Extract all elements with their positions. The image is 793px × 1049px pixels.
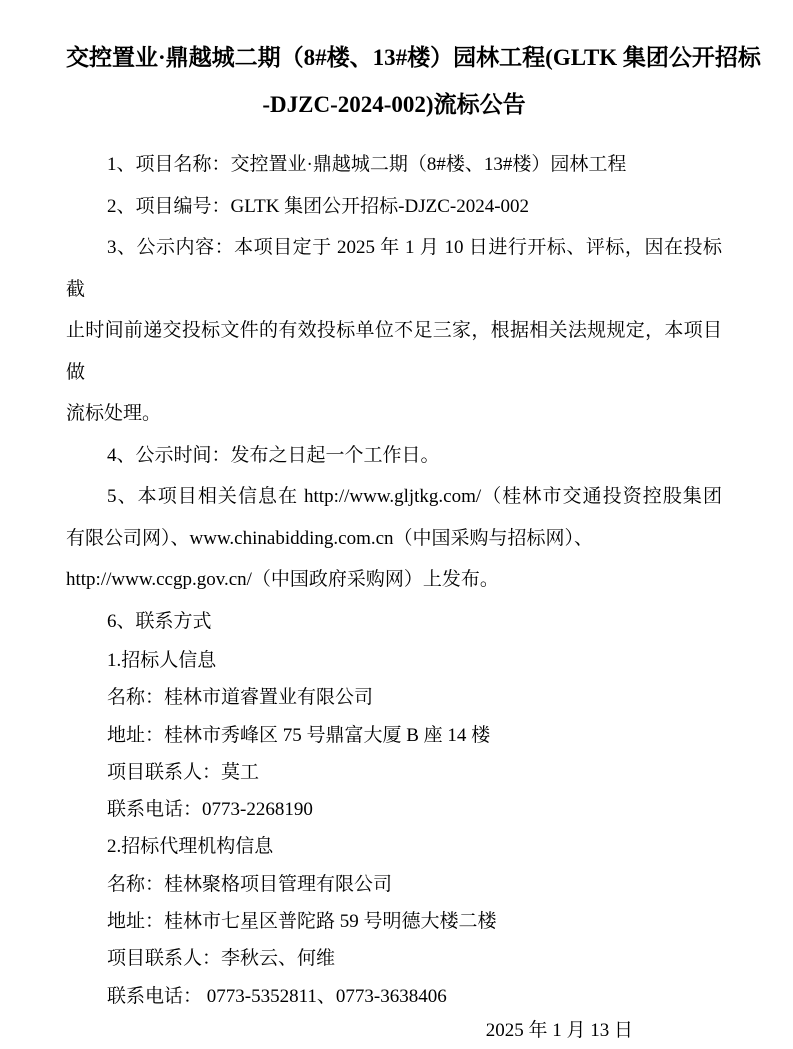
title-line-1: 交控置业·鼎越城二期（8#楼、13#楼）园林工程(GLTK 集团公开招标 — [66, 45, 761, 70]
body-line: 2、项目编号：GLTK 集团公开招标-DJZC-2024-002 — [107, 195, 530, 217]
body-line: 止时间前递交投标文件的有效投标单位不足三家，根据相关法规规定，本项目做 — [66, 320, 722, 383]
body-line: 4、公示时间：发布之日起一个工作日。 — [107, 444, 440, 466]
body-line: 地址：桂林市秀峰区 75 号鼎富大厦 B 座 14 楼 — [107, 724, 491, 746]
body-line: 5、本项目相关信息在 http://www.gljtkg.com/（桂林市交通投资控股集团 — [107, 486, 722, 507]
body-line: 6、联系方式 — [107, 610, 212, 632]
body-line: 3、公示内容：本项目定于 2025 年 1 月 10 日进行开标、评标，因在投标截 — [66, 237, 722, 300]
announcement-date: 2025 年 1 月 13 日 — [485, 1019, 633, 1041]
body-line: 项目联系人：莫工 — [107, 761, 260, 783]
body-line: 流标处理。 — [66, 403, 162, 424]
body-line: 1、项目名称：交控置业·鼎越城二期（8#楼、13#楼）园林工程 — [107, 154, 627, 175]
contact-info-section — [66, 642, 722, 1015]
body-line: http://www.ccgp.gov.cn/（中国政府采购网）上发布。 — [66, 569, 499, 590]
body-line: 名称：桂林市道睿置业有限公司 — [107, 687, 374, 709]
body-line: 1.招标人信息 — [107, 650, 217, 671]
body-line: 名称：桂林聚格项目管理有限公司 — [107, 873, 393, 895]
body-line: 2.招标代理机构信息 — [107, 836, 274, 858]
document-title — [66, 34, 761, 128]
announcement-body-section — [66, 144, 722, 642]
body-line: 联系电话： 0773-5352811、0773-3638406 — [107, 985, 447, 1007]
body-line: 地址：桂林市七星区普陀路 59 号明德大楼二楼 — [107, 911, 497, 933]
title-line-2: -DJZC-2024-002)流标公告 — [262, 92, 526, 117]
body-line: 有限公司网）、www.chinabidding.com.cn（中国采购与招标网）、 — [66, 527, 594, 549]
body-line: 项目联系人：李秋云、何维 — [107, 948, 336, 970]
body-line: 联系电话：0773-2268190 — [107, 799, 313, 821]
